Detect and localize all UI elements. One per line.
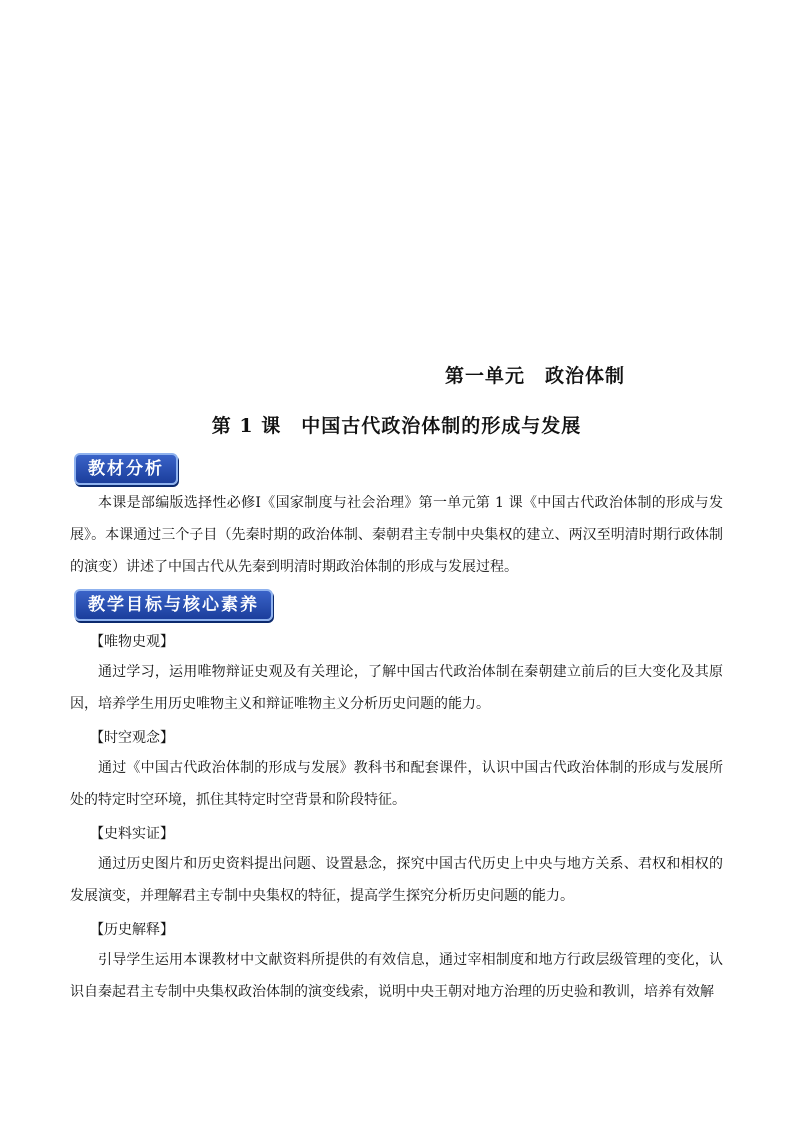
goal-heading-materialism: 【唯物史观】	[90, 634, 174, 650]
goal-heading-spacetime: 【时空观念】	[90, 730, 174, 746]
goal-heading-evidence: 【史料实证】	[90, 826, 174, 842]
goal-text-materialism: 通过学习，运用唯物辩证史观及有关理论，了解中国古代政治体制在秦朝建立前后的巨大变化及其原因，培养学生用历史唯物主义和辩证唯物主义分析历史问题的能力。	[70, 664, 723, 712]
textbook-analysis-paragraph: 本课是部编版选择性必修Ⅰ《国家制度与社会治理》第一单元第 1 课《中国古代政治体制的形成与发展》。本课通过三个子目（先秦时期的政治体制、秦朝君主专制中央集权的建立、两汉至明清时期行政体制的演变）讲述了中国古代从先秦到明清时期政治体制的形成与发展过程。	[70, 495, 723, 575]
goal-text-interpretation: 引导学生运用本课教材中文献资料所提供的有效信息，通过宰相制度和地方行政层级管理的变化，认识自秦起君主专制中央集权政治体制的演变线索，说明中央王朝对地方治理的历史验和教训，培养有效解	[70, 952, 723, 1000]
goal-text-spacetime: 通过《中国古代政治体制的形成与发展》教科书和配套课件，认识中国古代政治体制的形成与发展所处的特定时空环境，抓住其特定时空背景和阶段特征。	[70, 760, 723, 808]
section-badge-teaching-goals: 教学目标与核心素养	[74, 589, 273, 621]
section-badge-textbook-analysis: 教材分析	[74, 453, 178, 485]
lesson-title: 第 1 课 中国古代政治体制的形成与发展	[211, 415, 582, 437]
goal-heading-interpretation: 【历史解释】	[90, 922, 174, 938]
goal-text-evidence: 通过历史图片和历史资料提出问题、设置悬念，探究中国古代历史上中央与地方关系、君权和相权的发展演变，并理解君主专制中央集权的特征，提高学生探究分析历史问题的能力。	[70, 856, 723, 904]
unit-title: 第一单元 政治体制	[445, 365, 626, 387]
